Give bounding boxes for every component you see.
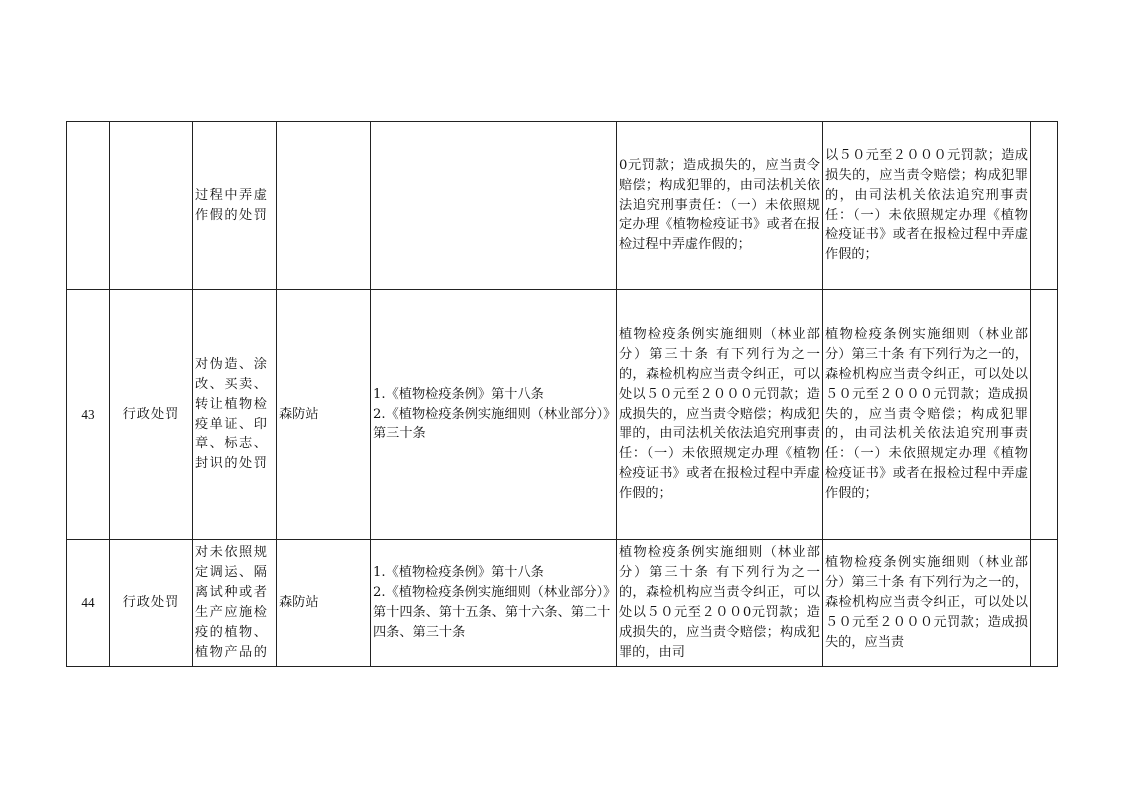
department-cell [277,122,371,290]
category-cell: 行政处罚 [110,290,193,540]
department-cell: 森防站 [277,290,371,540]
remark-cell [1031,540,1058,667]
category-cell: 行政处罚 [110,540,193,667]
row-number-cell: 43 [67,290,110,540]
legal-basis-cell [371,540,617,667]
clause-cell: 0元罚款；造成损失的，应当责令赔偿；构成犯罪的，由司法机关依法追究刑事责任：（一）未依照规定办理《植物检疫证书》或者在报检过程中弄虚作假的； [617,122,823,290]
department-cell: 森防站 [277,540,371,667]
item-cell: 对未依照规定调运、隔离试种或者生产应施检疫的植物、植物产品的 [193,540,277,667]
clause-cell: 植物检疫条例实施细则（林业部分）第三十条 有下列行为之一的，森检机构应当责令纠正，可以处以５０元至２０００元罚款；造成损失的，应当责令赔偿；构成犯罪的，由司法机关依法追究刑事责任：（一）未依照规定办理《植物检疫证书》或者在报检过程中弄虚作假的； [617,290,823,540]
table-row [67,122,1058,290]
remark-cell [1031,290,1058,540]
legal-basis-cell [371,122,617,290]
remark-cell [1031,122,1058,290]
standard-cell: 以５０元至２０００元罚款；造成损失的，应当责令赔偿；构成犯罪的，由司法机关依法追究刑事责任：（一）未依照规定办理《植物检疫证书》或者在报检过程中弄虚作假的； [823,122,1031,290]
standard-cell: 植物检疫条例实施细则（林业部分）第三十条 有下列行为之一的，森检机构应当责令纠正，可以处以５０元至２０００元罚款；造成损失的，应当责令赔偿；构成犯罪的，由司法机关依法追究刑事责任：（一）未依照规定办理《植物检疫证书》或者在报检过程中弄虚作假的； [823,290,1031,540]
row-number-cell: 44 [67,540,110,667]
item-cell: 过程中弄虚作假的处罚 [193,122,277,290]
legal-basis-line: 2.《植物检疫条例实施细则（林业部分）》第三十条 [373,406,610,442]
category-cell [110,122,193,290]
legal-basis-line: 2.《植物检疫条例实施细则（林业部分）》第十四条、第十五条、第十六条、第二十四条、第三十条 [373,585,611,640]
penalty-table [66,121,1058,667]
legal-basis-line: 1.《植物检疫条例》第十八条 [373,565,544,581]
item-cell: 对伪造、涂改、买卖、转让植物检疫单证、印章、标志、封识的处罚 [193,290,277,540]
table-row [67,540,1058,667]
legal-basis-cell [371,290,617,540]
clause-cell: 植物检疫条例实施细则（林业部分）第三十条 有下列行为之一的，森检机构应当责令纠正，可以处以５０元至２００0元罚款；造成损失的，应当责令赔偿；构成犯罪的，由司 [617,540,823,667]
row-number-cell [67,122,110,290]
legal-basis-line: 1.《植物检疫条例》第十八条 [373,386,544,402]
standard-cell: 植物检疫条例实施细则（林业部分）第三十条 有下列行为之一的，森检机构应当责令纠正，可以处以５０元至２０００元罚款；造成损失的，应当责 [823,540,1031,667]
table-row [67,290,1058,540]
